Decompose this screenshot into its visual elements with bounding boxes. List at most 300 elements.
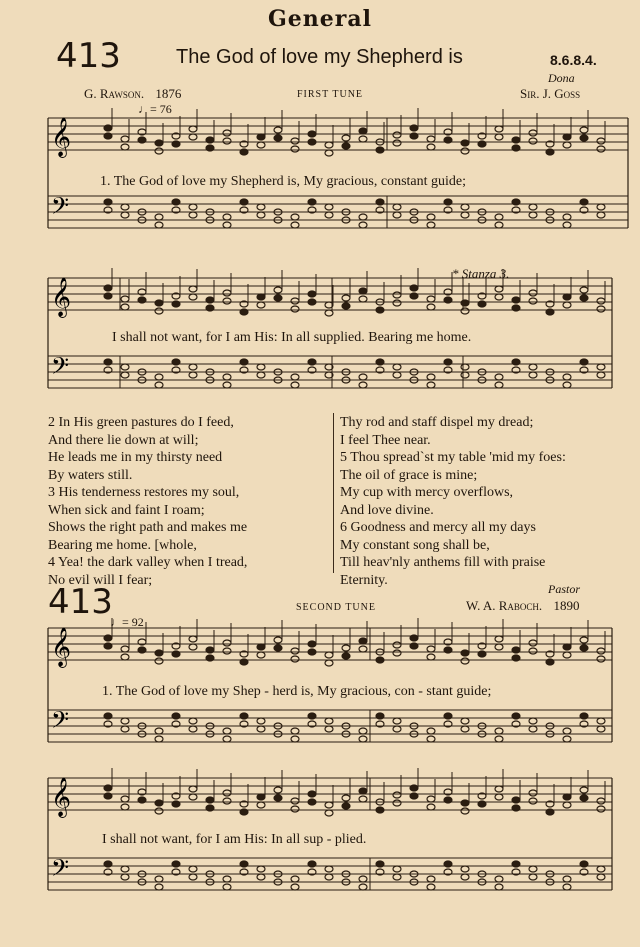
note-head bbox=[410, 643, 418, 649]
note-head bbox=[325, 726, 333, 732]
note-head bbox=[597, 204, 605, 210]
note-head bbox=[223, 728, 231, 734]
note-head bbox=[597, 138, 605, 144]
note-head bbox=[189, 718, 197, 724]
note-head bbox=[138, 297, 146, 303]
note-head bbox=[461, 148, 469, 154]
note-head bbox=[342, 645, 350, 651]
note-head bbox=[121, 718, 129, 724]
note-head bbox=[206, 655, 214, 661]
note-head bbox=[546, 659, 554, 665]
note-head bbox=[257, 142, 265, 148]
verse-line: He leads me in my thirsty need bbox=[48, 450, 223, 465]
note-head bbox=[121, 796, 129, 802]
note-head bbox=[393, 792, 401, 798]
verse-line: Thy rod and staff dispel my dread; bbox=[340, 415, 534, 430]
note-head bbox=[223, 876, 231, 882]
note-head bbox=[563, 294, 571, 300]
note-head bbox=[291, 222, 299, 228]
note-head bbox=[461, 300, 469, 306]
note-head bbox=[291, 728, 299, 734]
note-head bbox=[121, 646, 129, 652]
first-tune-lyric-line-1: 1. The God of love my Shepherd is, My gracious, constant guide; bbox=[100, 174, 467, 189]
note-head bbox=[223, 222, 231, 228]
note-head bbox=[563, 736, 571, 742]
note-head bbox=[597, 298, 605, 304]
note-head bbox=[172, 301, 180, 307]
note-head bbox=[342, 803, 350, 809]
note-head bbox=[257, 726, 265, 732]
note-head bbox=[240, 861, 248, 867]
note-head bbox=[240, 659, 248, 665]
note-head bbox=[495, 786, 503, 792]
note-head bbox=[291, 736, 299, 742]
note-head bbox=[427, 374, 435, 380]
second-tune-lyric-line-2: I shall not want, for I am His: In all sup - plied. bbox=[102, 832, 367, 847]
verse-line: My cup with mercy overflows, bbox=[340, 485, 514, 500]
note-head bbox=[104, 199, 112, 205]
note-head bbox=[121, 144, 129, 150]
note-head bbox=[512, 137, 520, 143]
verse-line: 5 Thou spread`st my table 'mid my foes: bbox=[340, 450, 566, 465]
note-head bbox=[444, 199, 452, 205]
note-head bbox=[274, 287, 282, 293]
note-head bbox=[461, 808, 469, 814]
note-head bbox=[495, 736, 503, 742]
note-head bbox=[223, 640, 231, 646]
treble-clef-icon: 𝄞 bbox=[51, 277, 72, 317]
note-head bbox=[444, 297, 452, 303]
note-head bbox=[104, 643, 112, 649]
note-head bbox=[376, 657, 384, 663]
note-head bbox=[257, 372, 265, 378]
note-head bbox=[172, 359, 180, 365]
note-head bbox=[512, 199, 520, 205]
note-head bbox=[444, 797, 452, 803]
note-head bbox=[121, 804, 129, 810]
note-head bbox=[359, 128, 367, 134]
note-head bbox=[223, 382, 231, 388]
note-head bbox=[529, 364, 537, 370]
note-head bbox=[359, 382, 367, 388]
note-head bbox=[359, 296, 367, 302]
note-head bbox=[274, 787, 282, 793]
note-head bbox=[461, 726, 469, 732]
note-head bbox=[308, 649, 316, 655]
note-head bbox=[206, 145, 214, 151]
note-head bbox=[308, 791, 316, 797]
note-head bbox=[529, 866, 537, 872]
note-head bbox=[376, 359, 384, 365]
verses-left-column bbox=[48, 414, 247, 589]
note-head bbox=[308, 713, 316, 719]
note-head bbox=[512, 305, 520, 311]
note-head bbox=[291, 884, 299, 890]
note-head bbox=[342, 303, 350, 309]
note-glyph: ♩ bbox=[138, 102, 150, 116]
note-head bbox=[257, 718, 265, 724]
note-head bbox=[189, 786, 197, 792]
note-head bbox=[155, 876, 163, 882]
note-head bbox=[512, 861, 520, 867]
verse-line: Bearing me home. [whole, bbox=[48, 537, 197, 553]
note-head bbox=[342, 135, 350, 141]
note-head bbox=[155, 808, 163, 814]
note-head bbox=[580, 135, 588, 141]
note-head bbox=[206, 305, 214, 311]
note-head bbox=[308, 359, 316, 365]
note-head bbox=[529, 648, 537, 654]
note-head bbox=[427, 728, 435, 734]
note-head bbox=[478, 801, 486, 807]
verse-line: And love divine. bbox=[340, 502, 434, 518]
note-head bbox=[257, 302, 265, 308]
note-head bbox=[189, 644, 197, 650]
verse-line: By waters still. bbox=[48, 467, 133, 483]
verse-line: 2 In His green pastures do I feed, bbox=[48, 415, 234, 430]
note-head bbox=[444, 137, 452, 143]
note-head bbox=[461, 658, 469, 664]
note-head bbox=[597, 726, 605, 732]
note-head bbox=[325, 142, 333, 148]
note-head bbox=[546, 309, 554, 315]
note-head bbox=[376, 199, 384, 205]
note-head bbox=[495, 294, 503, 300]
note-head bbox=[121, 364, 129, 370]
note-head bbox=[325, 204, 333, 210]
note-head bbox=[155, 374, 163, 380]
note-head bbox=[393, 212, 401, 218]
note-head bbox=[529, 798, 537, 804]
note-head bbox=[189, 134, 197, 140]
note-head bbox=[291, 806, 299, 812]
note-head bbox=[138, 137, 146, 143]
note-head bbox=[359, 788, 367, 794]
note-head bbox=[121, 726, 129, 732]
note-head bbox=[257, 212, 265, 218]
note-head bbox=[325, 810, 333, 816]
note-head bbox=[291, 798, 299, 804]
note-head bbox=[529, 298, 537, 304]
second-tempo-value: = 92 bbox=[122, 615, 144, 629]
second-hymn-number: 413 bbox=[48, 582, 113, 622]
note-head bbox=[189, 636, 197, 642]
note-head bbox=[563, 802, 571, 808]
bass-clef-icon: 𝄢 bbox=[51, 192, 70, 225]
note-head bbox=[427, 144, 435, 150]
note-head bbox=[291, 656, 299, 662]
note-head bbox=[563, 652, 571, 658]
note-head bbox=[410, 635, 418, 641]
note-head bbox=[393, 642, 401, 648]
note-head bbox=[274, 127, 282, 133]
note-head bbox=[189, 866, 197, 872]
note-head bbox=[155, 308, 163, 314]
note-head bbox=[444, 861, 452, 867]
note-head bbox=[172, 141, 180, 147]
note-head bbox=[325, 866, 333, 872]
note-head bbox=[376, 861, 384, 867]
note-head bbox=[563, 382, 571, 388]
verse-line: 3 His tenderness restores my soul, bbox=[48, 485, 240, 500]
note-head bbox=[240, 809, 248, 815]
note-head bbox=[495, 884, 503, 890]
note-head bbox=[121, 304, 129, 310]
note-head bbox=[189, 286, 197, 292]
note-head bbox=[427, 304, 435, 310]
note-head bbox=[104, 713, 112, 719]
note-head bbox=[342, 143, 350, 149]
note-head bbox=[410, 133, 418, 139]
column-divider bbox=[333, 413, 334, 573]
page-heading: General bbox=[268, 6, 372, 32]
note-head bbox=[104, 293, 112, 299]
note-head bbox=[461, 800, 469, 806]
note-head bbox=[427, 736, 435, 742]
note-head bbox=[563, 728, 571, 734]
note-head bbox=[308, 199, 316, 205]
note-head bbox=[597, 306, 605, 312]
note-head bbox=[529, 212, 537, 218]
note-head bbox=[580, 645, 588, 651]
note-head bbox=[274, 795, 282, 801]
note-head bbox=[427, 884, 435, 890]
note-head bbox=[240, 713, 248, 719]
second-composer-name: W. A. Raboch. bbox=[466, 598, 543, 613]
note-head bbox=[495, 728, 503, 734]
note-head bbox=[580, 795, 588, 801]
note-head bbox=[223, 798, 231, 804]
note-head bbox=[223, 736, 231, 742]
note-head bbox=[529, 130, 537, 136]
note-head bbox=[121, 372, 129, 378]
note-head bbox=[580, 713, 588, 719]
second-tune-label: SECOND TUNE bbox=[296, 602, 376, 613]
note-head bbox=[597, 866, 605, 872]
note-head bbox=[155, 140, 163, 146]
note-head bbox=[223, 374, 231, 380]
note-head bbox=[121, 654, 129, 660]
note-head bbox=[393, 800, 401, 806]
note-head bbox=[427, 804, 435, 810]
note-head bbox=[580, 359, 588, 365]
note-head bbox=[495, 126, 503, 132]
note-head bbox=[257, 866, 265, 872]
note-head bbox=[325, 150, 333, 156]
note-head bbox=[138, 647, 146, 653]
note-head bbox=[427, 796, 435, 802]
note-head bbox=[223, 648, 231, 654]
verse-line: Eternity. bbox=[340, 572, 388, 588]
verse-line: And there lie down at will; bbox=[48, 432, 199, 448]
note-head bbox=[495, 222, 503, 228]
note-head bbox=[291, 876, 299, 882]
note-head bbox=[121, 136, 129, 142]
note-head bbox=[512, 655, 520, 661]
note-head bbox=[563, 644, 571, 650]
note-head bbox=[393, 292, 401, 298]
note-head bbox=[257, 644, 265, 650]
note-head bbox=[325, 874, 333, 880]
note-head bbox=[461, 718, 469, 724]
note-head bbox=[223, 290, 231, 296]
note-head bbox=[563, 884, 571, 890]
hymn-title: The God of love my Shepherd is bbox=[176, 46, 463, 68]
note-head bbox=[308, 799, 316, 805]
tune-label: FIRST TUNE bbox=[297, 89, 364, 100]
verse-line: No evil will I fear; bbox=[48, 572, 153, 588]
note-head bbox=[308, 861, 316, 867]
note-head bbox=[563, 794, 571, 800]
note-head bbox=[325, 652, 333, 658]
note-head bbox=[359, 736, 367, 742]
note-head bbox=[104, 793, 112, 799]
note-head bbox=[597, 364, 605, 370]
note-head bbox=[359, 222, 367, 228]
note-head bbox=[342, 653, 350, 659]
note-head bbox=[461, 650, 469, 656]
note-head bbox=[427, 296, 435, 302]
note-head bbox=[257, 794, 265, 800]
note-head bbox=[291, 146, 299, 152]
note-head bbox=[512, 713, 520, 719]
note-head bbox=[291, 374, 299, 380]
note-head bbox=[512, 647, 520, 653]
note-head bbox=[495, 382, 503, 388]
note-head bbox=[189, 204, 197, 210]
note-head bbox=[461, 874, 469, 880]
note-head bbox=[189, 364, 197, 370]
note-head bbox=[342, 295, 350, 301]
note-head bbox=[359, 214, 367, 220]
note-head bbox=[291, 214, 299, 220]
note-head bbox=[376, 807, 384, 813]
note-head bbox=[342, 795, 350, 801]
note-head bbox=[155, 736, 163, 742]
note-head bbox=[206, 797, 214, 803]
note-head bbox=[427, 222, 435, 228]
note-head bbox=[427, 214, 435, 220]
note-head bbox=[597, 212, 605, 218]
note-head bbox=[597, 806, 605, 812]
note-head bbox=[359, 796, 367, 802]
verse-line: 4 Yea! the dark valley when I tread, bbox=[48, 555, 248, 570]
note-head bbox=[240, 149, 248, 155]
note-head bbox=[597, 656, 605, 662]
note-glyph-2: ♩ bbox=[110, 615, 122, 629]
note-head bbox=[478, 301, 486, 307]
note-head bbox=[308, 641, 316, 647]
note-head bbox=[597, 372, 605, 378]
note-head bbox=[223, 884, 231, 890]
verse-line: Till heav'nly anthems fill with praise bbox=[340, 555, 546, 570]
second-tune-lyric-line-1: 1. The God of love my Shep - herd is, My gracious, con - stant guide; bbox=[102, 684, 492, 699]
note-head bbox=[223, 130, 231, 136]
note-head bbox=[546, 809, 554, 815]
note-head bbox=[189, 212, 197, 218]
note-head bbox=[121, 866, 129, 872]
note-head bbox=[206, 137, 214, 143]
note-head bbox=[563, 222, 571, 228]
treble-clef-icon: 𝄞 bbox=[51, 777, 72, 817]
note-head bbox=[359, 136, 367, 142]
note-head bbox=[257, 204, 265, 210]
note-head bbox=[495, 134, 503, 140]
note-head bbox=[410, 793, 418, 799]
note-head bbox=[359, 728, 367, 734]
note-head bbox=[121, 212, 129, 218]
note-head bbox=[461, 372, 469, 378]
note-head bbox=[206, 647, 214, 653]
note-head bbox=[495, 794, 503, 800]
tune-name: Dona bbox=[548, 71, 575, 85]
note-head bbox=[325, 802, 333, 808]
verses-right-column bbox=[340, 414, 566, 589]
note-head bbox=[172, 801, 180, 807]
note-head bbox=[189, 874, 197, 880]
note-head bbox=[155, 148, 163, 154]
note-head bbox=[104, 133, 112, 139]
note-head bbox=[563, 214, 571, 220]
verse-line: The oil of grace is mine; bbox=[340, 467, 478, 483]
note-head bbox=[427, 876, 435, 882]
note-head bbox=[359, 638, 367, 644]
note-head bbox=[359, 646, 367, 652]
note-head bbox=[580, 295, 588, 301]
bass-clef-icon: 𝄢 bbox=[51, 706, 70, 739]
meter: 8.6.8.4. bbox=[550, 52, 597, 68]
note-head bbox=[240, 199, 248, 205]
second-composer bbox=[466, 598, 579, 614]
note-head bbox=[410, 785, 418, 791]
note-head bbox=[563, 142, 571, 148]
note-head bbox=[563, 134, 571, 140]
note-head bbox=[444, 713, 452, 719]
note-head bbox=[172, 651, 180, 657]
note-head bbox=[189, 726, 197, 732]
note-head bbox=[155, 884, 163, 890]
note-head bbox=[529, 372, 537, 378]
verse-line: I feel Thee near. bbox=[340, 432, 431, 448]
note-head bbox=[325, 310, 333, 316]
note-head bbox=[104, 359, 112, 365]
note-head bbox=[325, 212, 333, 218]
note-head bbox=[257, 134, 265, 140]
note-head bbox=[155, 800, 163, 806]
note-head bbox=[104, 785, 112, 791]
note-head bbox=[121, 874, 129, 880]
note-head bbox=[138, 797, 146, 803]
second-composer-year: 1890 bbox=[553, 598, 580, 613]
note-head bbox=[223, 214, 231, 220]
note-head bbox=[410, 125, 418, 131]
note-head bbox=[512, 297, 520, 303]
note-head bbox=[393, 372, 401, 378]
note-head bbox=[478, 651, 486, 657]
note-head bbox=[597, 648, 605, 654]
note-head bbox=[359, 374, 367, 380]
note-head bbox=[104, 861, 112, 867]
note-head bbox=[189, 294, 197, 300]
note-head bbox=[580, 199, 588, 205]
note-head bbox=[359, 884, 367, 890]
note-head bbox=[529, 874, 537, 880]
second-tune-name: Pastor bbox=[548, 582, 581, 596]
note-head bbox=[291, 138, 299, 144]
note-head bbox=[104, 125, 112, 131]
note-head bbox=[155, 382, 163, 388]
note-head bbox=[393, 132, 401, 138]
